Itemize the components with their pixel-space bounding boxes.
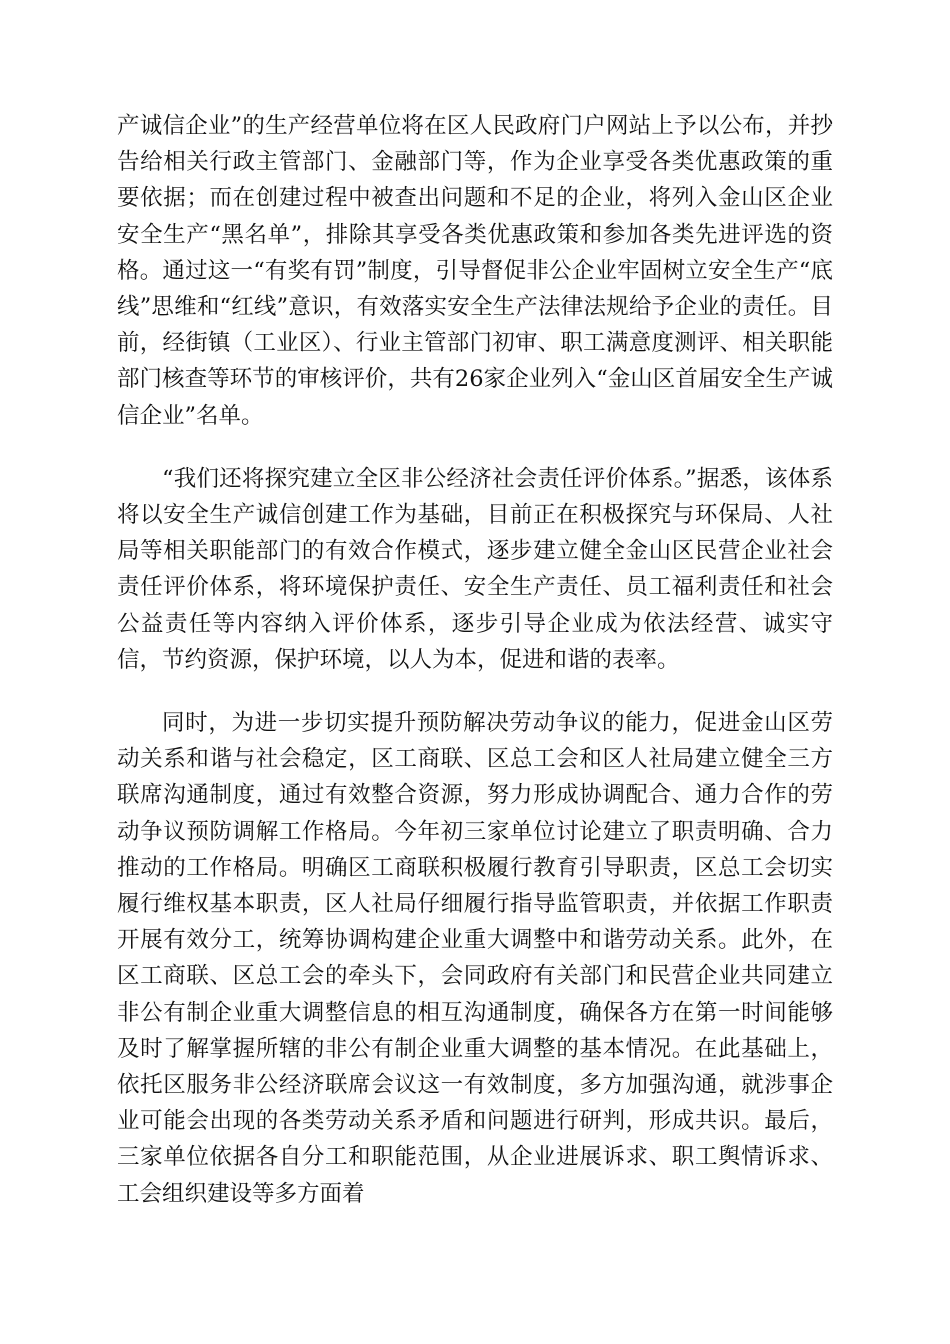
document-page [117, 108, 833, 1239]
paragraph-labor-relations: 同时，为进一步切实提升预防解决劳动争议的能力，促进金山区劳动关系和谐与社会稳定，区工商联、区总工会和区人社局建立健全三方联席沟通制度，通过有效整合资源，努力形成协调配合、通力合作的劳动争议预防调解工作格局。今年初三家单位讨论建立了职责明确、合力推动的工作格局。明确区工商联积极履行教育引导职责，区总工会切实履行维权基本职责，区人社局仔细履行指导监管职责，并依据工作职责开展有效分工，统筹协调构建企业重大调整中和谐劳动关系。此外，在区工商联、区总工会的牵头下，会同政府有关部门和民营企业共同建立非公有制企业重大调整信息的相互沟通制度，确保各方在第一时间能够及时了解掌握所辖的非公有制企业重大调整的基本情况。在此基础上，依托区服务非公经济联席会议这一有效制度，多方加强沟通，就涉事企业可能会出现的各类劳动关系矛盾和问题进行研判，形成共识。最后，三家单位依据各自分工和职能范围，从企业进展诉求、职工舆情诉求、工会组织建设等多方面着 [117, 710, 833, 1207]
paragraph-continuation: 产诚信企业”的生产经营单位将在区人民政府门户网站上予以公布，并抄告给相关行政主管部门、金融部门等，作为企业享受各类优惠政策的重要依据；而在创建过程中被查出问题和不足的企业，将列入金山区企业安全生产“黑名单”，排除其享受各类优惠政策和参加各类先进评选的资格。通过这一“有奖有罚”制度，引导督促非公企业牢固树立安全生产“底线”思维和“红线”意识，有效落实安全生产法律法规给予企业的责任。目前，经街镇（工业区）、行业主管部门初审、职工满意度测评、相关职能部门核查等环节的审核评价，共有26家企业列入“金山区首届安全生产诚信企业”名单。 [117, 113, 833, 429]
paragraph-social-responsibility: “我们还将探究建立全区非公经济社会责任评价体系。”据悉，该体系将以安全生产诚信创建工作为基础，目前正在积极探究与环保局、人社局等相关职能部门的有效合作模式，逐步建立健全金山区民营企业社会责任评价体系，将环境保护责任、安全生产责任、员工福利责任和社会公益责任等内容纳入评价体系，逐步引导企业成为依法经营、诚实守信，节约资源，保护环境，以人为本，促进和谐的表率。 [117, 465, 833, 673]
